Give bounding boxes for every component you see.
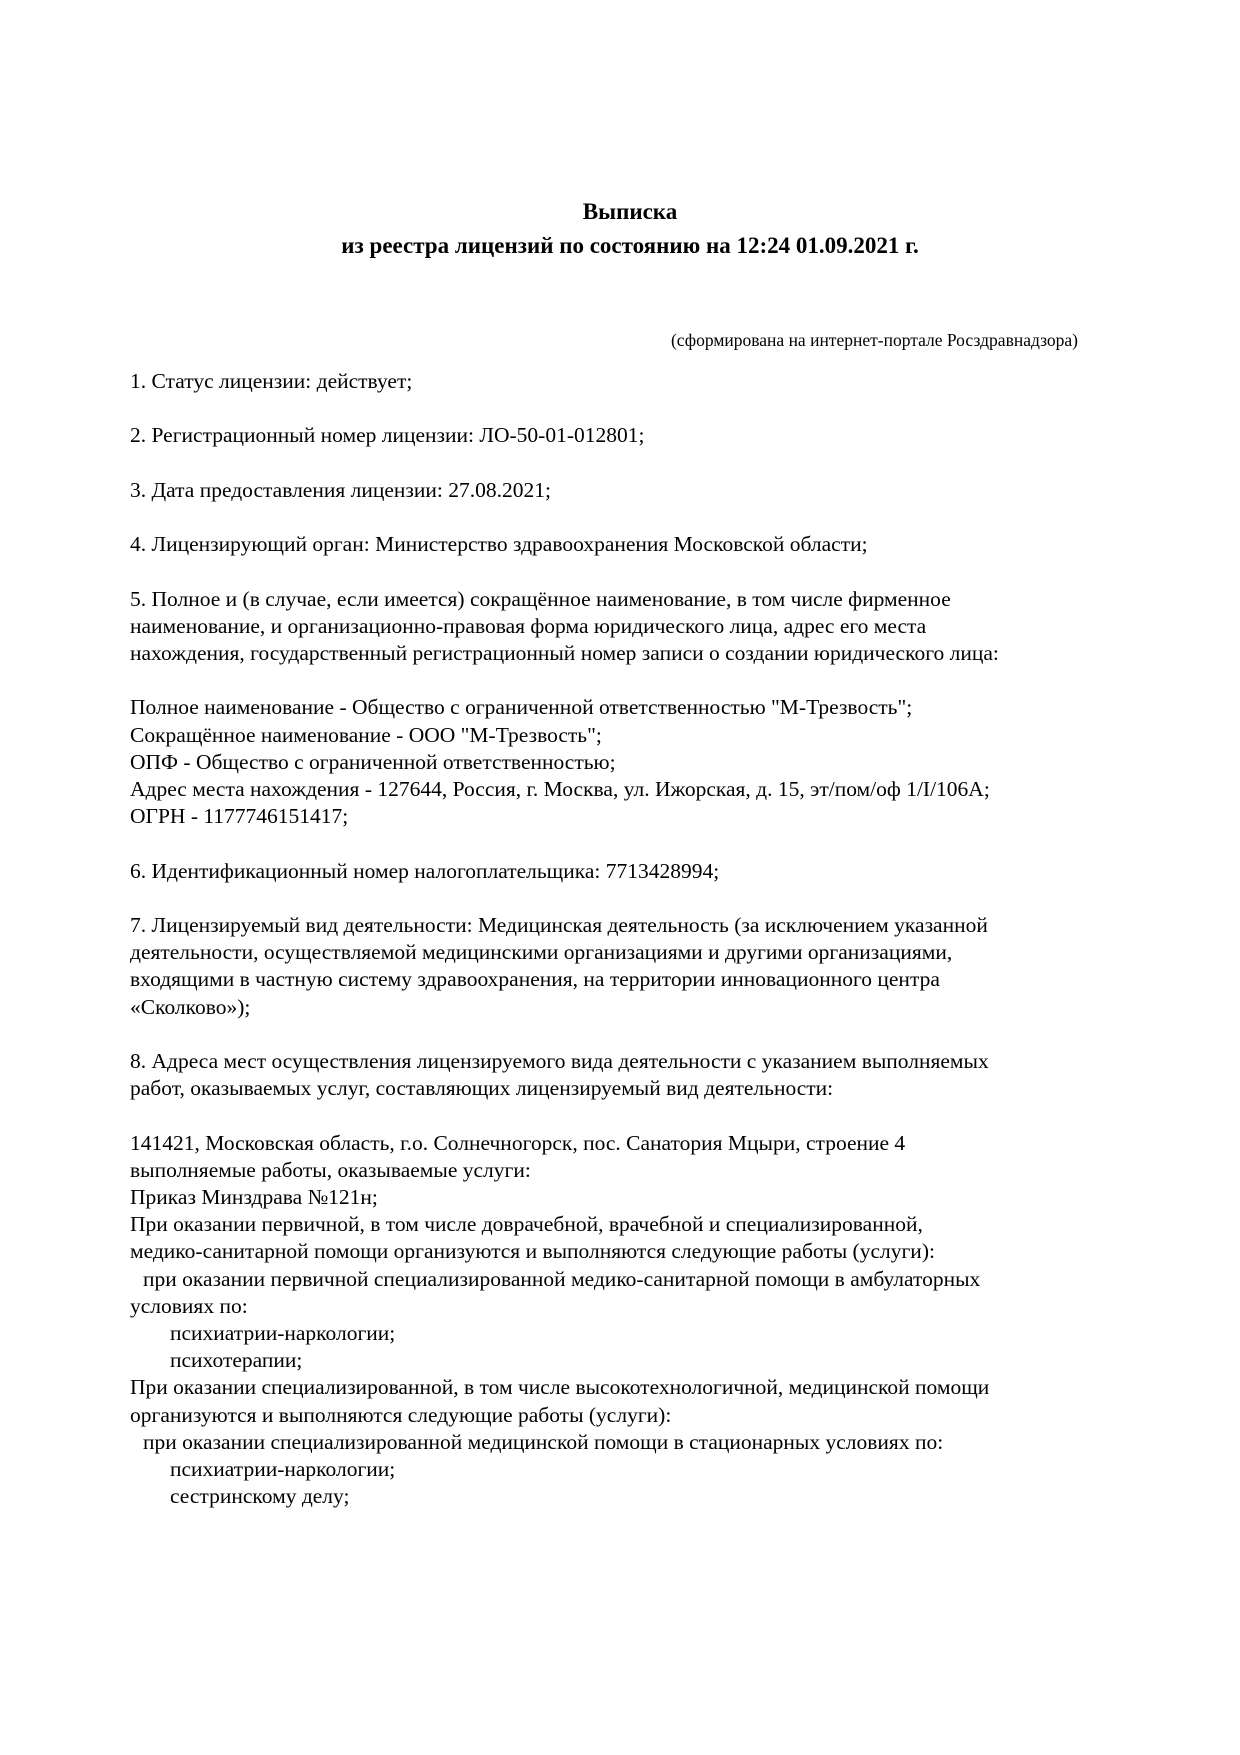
paragraph-addresses-intro [130, 1048, 1130, 1102]
text-line: 8. Адреса мест осуществления лицензируемого вида деятельности с указанием выполняемых [130, 1048, 989, 1073]
paragraph-taxpayer-number [130, 858, 1130, 885]
text-line: наименование, и организационно-правовая форма юридического лица, адрес его места [130, 613, 927, 638]
ogrn-line: ОГРН - 1177746151417; [130, 804, 349, 829]
paragraph-address-services [130, 1130, 1130, 1511]
title-line-2: из реестра лицензий по состоянию на 12:24 01.09.2021 г. [341, 233, 919, 258]
text-line: входящими в частную систему здравоохранения, на территории инновационного центра [130, 967, 940, 992]
paragraph-license-status [130, 368, 1130, 395]
text-line: организуются и выполняются следующие работы (услуги): [130, 1402, 672, 1427]
document-title [130, 195, 1130, 263]
paragraph-org-details [130, 694, 1130, 830]
text-line: выполняемые работы, оказываемые услуги: [130, 1157, 531, 1182]
text-line: 7. Лицензируемый вид деятельности: Медицинская деятельность (за исключением указанной [130, 912, 988, 937]
paragraph-grant-date [130, 477, 1130, 504]
service-item: психиатрии-наркологии; [170, 1456, 396, 1481]
text-line: «Сколково»); [130, 994, 251, 1019]
service-item: психиатрии-наркологии; [170, 1320, 396, 1345]
document-subtitle: (сформирована на интернет-портале Росздравнадзора) [670, 330, 1078, 350]
text-line: 4. Лицензирующий орган: Министерство здравоохранения Московской области; [130, 532, 868, 557]
text-line: При оказании первичной, в том числе доврачебной, врачебной и специализированной, [130, 1212, 923, 1237]
text-line: деятельности, осуществляемой медицинскими организациями и другими организациями, [130, 940, 953, 965]
full-name-line: Полное наименование - Общество с ограниченной ответственностью "М-Трезвость"; [130, 695, 913, 720]
opf-line: ОПФ - Общество с ограниченной ответственностью; [130, 749, 616, 774]
paragraph-registration-number [130, 422, 1130, 449]
service-line: при оказании специализированной медицинской помощи в стационарных условиях по: [143, 1429, 944, 1454]
text-line: 3. Дата предоставления лицензии: 27.08.2021; [130, 477, 551, 502]
service-line: условиях по: [130, 1293, 248, 1318]
paragraph-licensed-activity [130, 912, 1130, 1021]
order-line: Приказ Минздрава №121н; [130, 1184, 378, 1209]
text-line: работ, оказываемых услуг, составляющих лицензируемый вид деятельности: [130, 1076, 834, 1101]
paragraph-org-name-intro [130, 586, 1130, 668]
service-item: психотерапии; [170, 1348, 303, 1373]
document-body [130, 368, 1130, 1510]
short-name-line: Сокращённое наименование - ООО "М-Трезвость"; [130, 722, 602, 747]
address-line: Адрес места нахождения - 127644, Россия, г. Москва, ул. Ижорская, д. 15, эт/пом/оф 1/I/106А; [130, 776, 990, 801]
text-line: медико-санитарной помощи организуются и выполняются следующие работы (услуги): [130, 1239, 935, 1264]
text-line: 6. Идентификационный номер налогоплательщика: 7713428994; [130, 858, 720, 883]
service-line: при оказании первичной специализированной медико-санитарной помощи в амбулаторных [143, 1266, 981, 1291]
paragraph-licensing-authority [130, 531, 1130, 558]
text-line: При оказании специализированной, в том числе высокотехнологичной, медицинской помощи [130, 1375, 990, 1400]
text-line: 1. Статус лицензии: действует; [130, 369, 413, 393]
text-line: 2. Регистрационный номер лицензии: ЛО-50-01-012801; [130, 423, 645, 448]
text-line: 5. Полное и (в случае, если имеется) сокращённое наименование, в том числе фирменное [130, 586, 951, 611]
service-item: сестринскому делу; [170, 1484, 350, 1509]
title-line-1: Выписка [582, 199, 678, 224]
text-line: нахождения, государственный регистрационный номер записи о создании юридического лица: [130, 640, 999, 665]
address-line: 141421, Московская область, г.о. Солнечногорск, пос. Санатория Мцыри, строение 4 [130, 1130, 906, 1155]
